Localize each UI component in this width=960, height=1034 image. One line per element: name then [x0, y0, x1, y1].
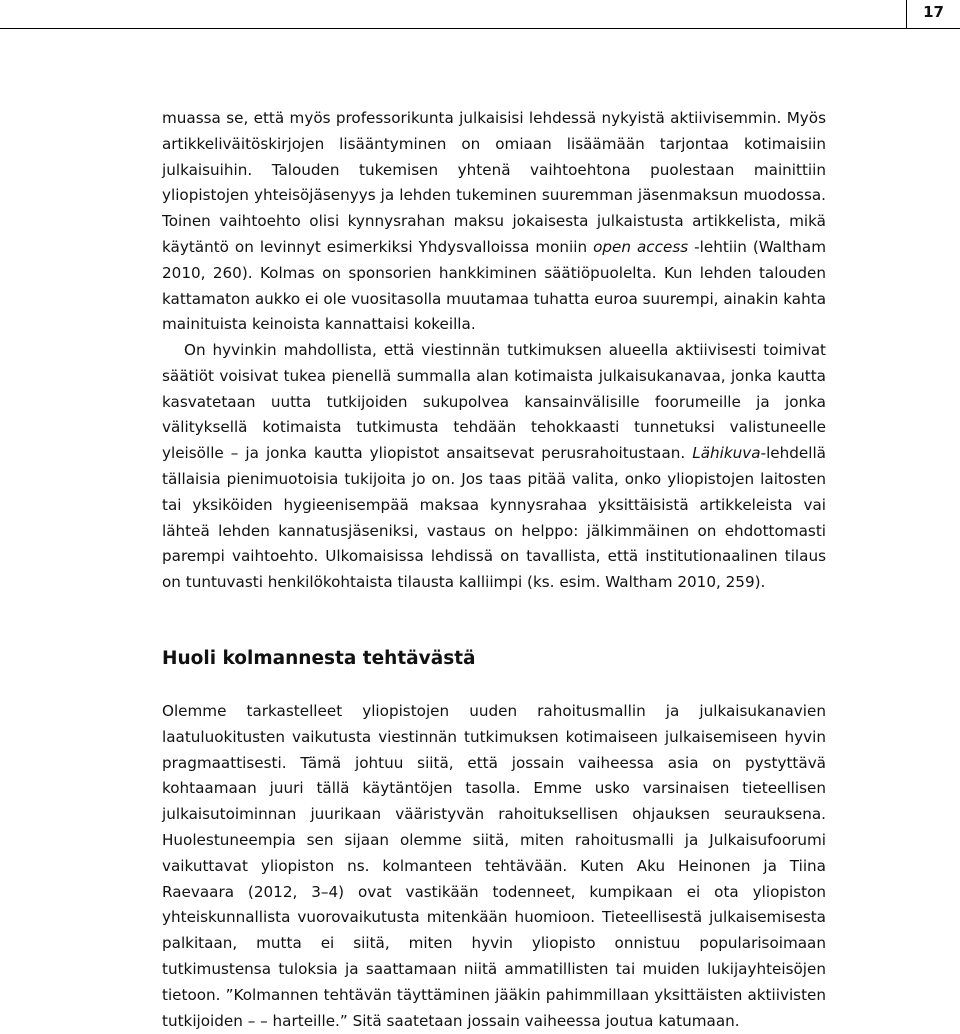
section-heading: Huoli kolmannesta tehtävästä — [162, 648, 476, 669]
paragraph-text: On hyvinkin mahdollista, että viestinnän tutkimuksen alueella aktiivisesti toimivat säätiöt voisivat tukea pienellä summalla alan kotimaista julkaisukanavaa, jonka kautta kasvatetaan uutta tutkijoiden sukupolvea kansainvälisille foorumeille ja jonka välityksellä kotimaista tutkimusta tehdään tehokkaasti tunnetuksi valistuneelle yleisölle – ja jonka kautta yliopistot ansaitsevat perusrahoitustaan. — [162, 341, 826, 463]
body-paragraph-1 — [162, 106, 826, 338]
body-paragraph-2 — [162, 338, 826, 596]
section-paragraph: Olemme tarkastelleet yliopistojen uuden rahoitusmallin ja julkaisukanavien laatuluokitusten vaikutusta viestinnän tutkimuksen kotimaiseen julkaisemiseen hyvin pragmaattisesti. Tämä johtuu siitä, että jossain vaiheessa asia on pystyttävä kohtaamaan juuri tällä käytäntöjen tasolla. Emme usko varsinaisen tieteellisen julkaisutoiminnan juurikaan vääristyvän rahoituksellisen ohjauksen seurauksena. Huolestuneempia sen sijaan olemme siitä, miten rahoitusmalli ja Julkaisufoorumi vaikuttavat yliopiston ns. kolmanteen tehtävään. Kuten Aku Heinonen ja Tiina Raevaara (2012, 3–4) ovat vastikään todenneet, kumpikaan ei ota yliopiston yhteiskunnallista vuorovaikutusta mitenkään huomioon. Tieteellisestä julkaisemisesta palkitaan, mutta ei siitä, miten hyvin yliopisto onnistuu popularisoimaan tutkimustensa tuloksia ja saattamaan niitä ammatillisten tai muiden lukijayhteisöjen tietoon. ”Kolmannen tehtävän täyttäminen jääkin pahimmillaan yksittäisten aktiivisten tutkijoiden – – harteille.” Sitä saatetaan jossain vaiheessa joutua katumaan. — [162, 702, 826, 1030]
page-number: 17 — [906, 0, 960, 28]
paragraph-text: -lehtiin (Waltham 2010, 260). Kolmas on sponsorien hankkiminen säätiöpuolelta. Kun lehden talouden kattamaton aukko ei ole vuositasolla muutamaa tuhatta euroa suurempi, ainakin kahta mainituista keinoista kannattaisi kokeilla. — [162, 237, 826, 334]
paragraph-text: -lehdellä tällaisia pienimuotoisia tukijoita jo on. Jos taas pitää valita, onko yliopistojen laitosten tai yksiköiden hygieenisempää maksaa kynnysrahaa yksittäisistä artikkeleista vai lähteä lehden kannatusjäseniksi, vastaus on helppo: jälkimmäinen on ehdottomasti parempi vaihtoehto. Ulkomaisissa lehdissä on tavallista, että institutionaalinen tilaus on tuntuvasti henkilökohtaista tilausta kalliimpi (ks. esim. Waltham 2010, 259). — [162, 444, 826, 592]
emphasis-open-access: open access — [593, 237, 689, 256]
paragraph-text: muassa se, että myös professorikunta julkaisisi lehdessä nykyistä aktiivisemmin. Myös artikkeliväitöskirjojen lisääntyminen on omiaan lisäämään tarjontaa kotimaisiin julkaisuihin. Talouden tukemisen yhtenä vaihtoehtona puolestaan mainittiin yliopistojen yhteisöjäsenyys ja lehden tukeminen suuremman jäsenmaksun muodossa. Toinen vaihtoehto olisi kynnysrahan maksu jokaisesta julkaistusta artikkelista, mikä käytäntö on levinnyt esimerkiksi Yhdysvalloissa moniin — [162, 109, 826, 256]
header-rule — [0, 28, 960, 29]
emphasis-lahikuva: Lähikuva — [692, 444, 761, 463]
